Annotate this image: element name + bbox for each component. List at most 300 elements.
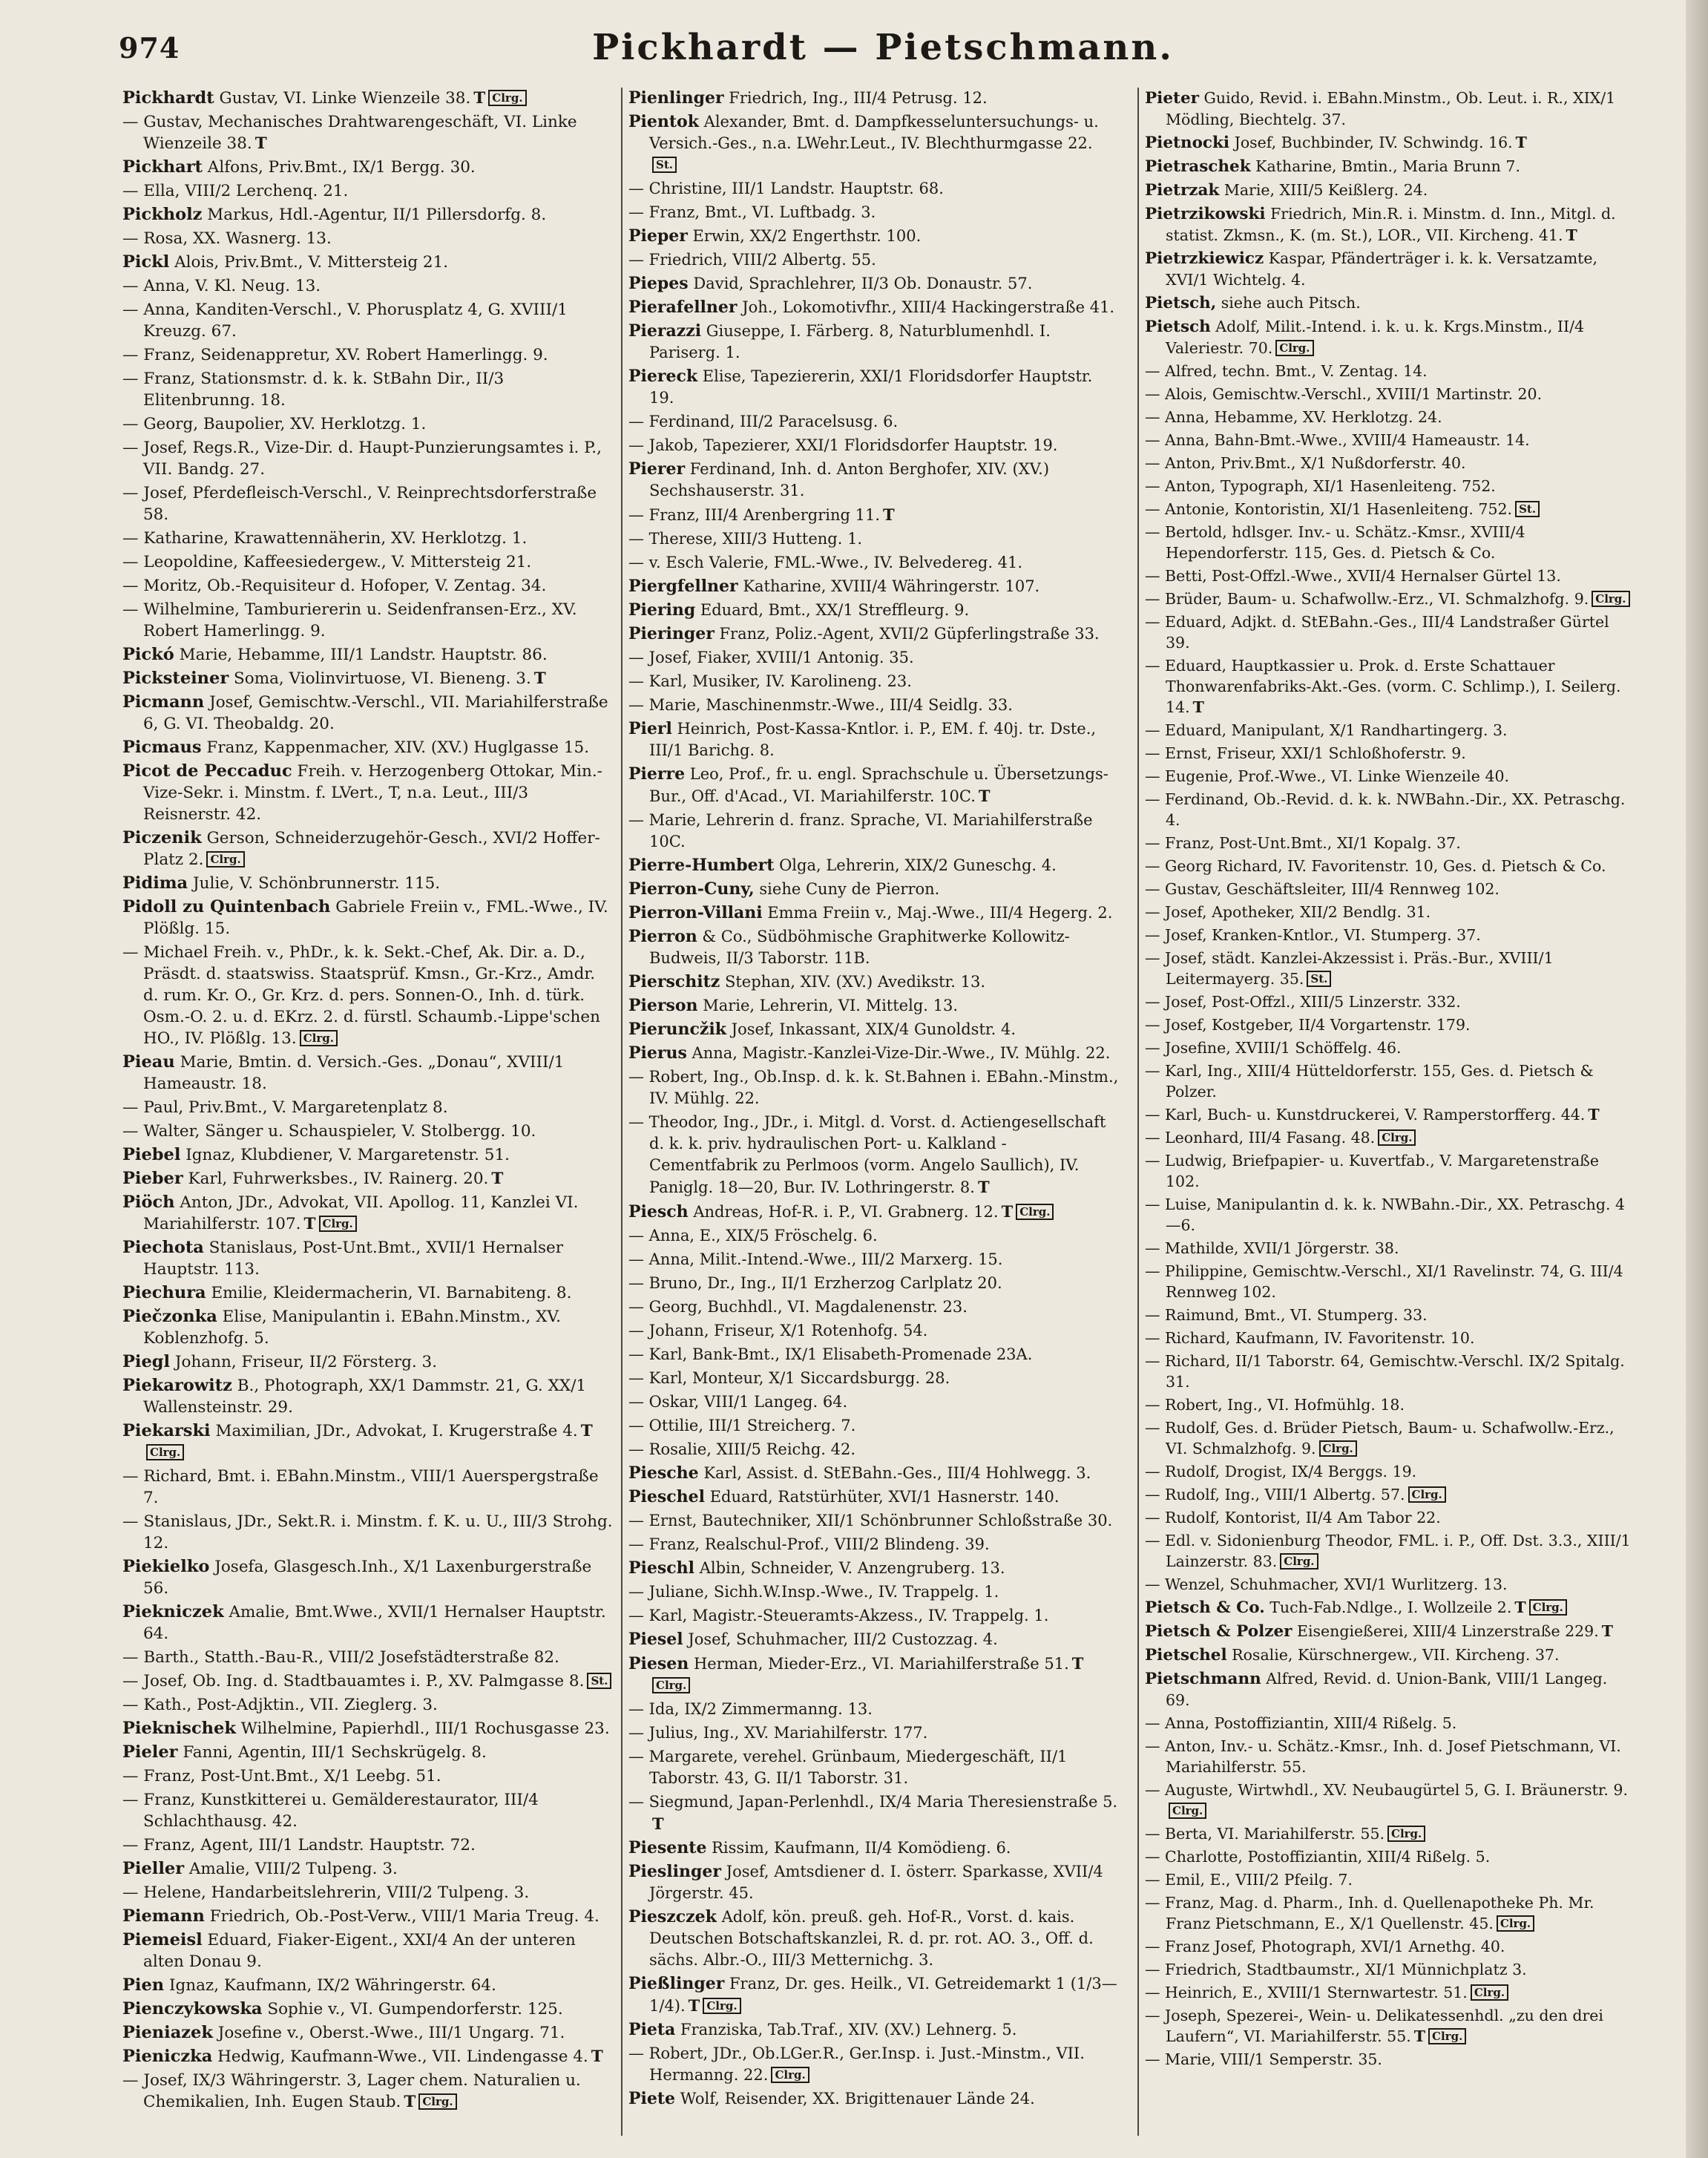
- entry-surname: Pienczykowska: [122, 1999, 263, 2018]
- entry-text: Gabriele Freiin v., FML.-Wwe., IV. Plößlg. 15.: [143, 898, 608, 938]
- entry-text: — Brüder, Baum- u. Schafwollw.-Erz., VI. Schmalzhofg. 9.: [1145, 590, 1589, 608]
- directory-entry: [1145, 1394, 1636, 1415]
- entry-text: — Edl. v. Sidonienburg Theodor, FML. i. P., Off. Dst. 3.3., XIII/1 Lainzerstr. 83.: [1145, 1532, 1631, 1570]
- entry-text: Julie, V. Schönbrunnerstr. 115.: [188, 874, 441, 893]
- directory-entry: [122, 2070, 614, 2113]
- entry-text: — Georg Richard, IV. Favoritenstr. 10, Ges. d. Pietsch & Co.: [1145, 857, 1606, 875]
- telephone-mark-icon: T: [1071, 1654, 1084, 1673]
- directory-entry: [122, 1858, 614, 1880]
- entry-text: Ignaz, Kaufmann, IX/2 Währingerstr. 64.: [164, 1976, 496, 1995]
- entry-surname: Pierschitz: [628, 972, 720, 991]
- entry-text: — Wenzel, Schuhmacher, XVI/1 Wurlitzerg. 13.: [1145, 1575, 1508, 1593]
- entry-surname: Pientok: [628, 112, 699, 131]
- directory-entry: [122, 1052, 614, 1095]
- entry-text: — Ida, IX/2 Zimmermanng. 13.: [628, 1700, 873, 1718]
- directory-entry: [628, 178, 1120, 200]
- directory-entry: [122, 180, 614, 202]
- entry-text: — Anna, Bahn-Bmt.-Wwe., XVIII/4 Hameaustr. 14.: [1145, 431, 1530, 449]
- telephone-mark-icon: T: [1192, 698, 1204, 716]
- entry-surname: Pieruncžik: [628, 1020, 726, 1039]
- directory-entry: [628, 1581, 1120, 1603]
- directory-entry: [1145, 1127, 1636, 1148]
- entry-text: Marie, Hebamme, III/1 Landstr. Hauptstr. 86.: [174, 646, 548, 664]
- telephone-mark-icon: T: [404, 2093, 416, 2111]
- directory-entry: [1145, 1104, 1636, 1125]
- directory-entry: [628, 1653, 1120, 1696]
- directory-entry: [1145, 1261, 1636, 1302]
- clearing-badge: Clrg.: [1016, 1204, 1054, 1220]
- entry-text: Eduard, Ratstürhüter, XVI/1 Hasnerstr. 140.: [705, 1488, 1060, 1506]
- directory-entry: [1145, 1328, 1636, 1348]
- entry-text: Marie, XIII/5 Keißlerg. 24.: [1219, 181, 1428, 199]
- directory-entry: [1145, 1060, 1636, 1102]
- entry-text: — Charlotte, Postoffiziantin, XIII/4 Rißelg. 5.: [1145, 1848, 1491, 1866]
- telephone-mark-icon: T: [533, 669, 546, 688]
- entry-text: — Anna, Postoffiziantin, XIII/4 Rißelg. 5.: [1145, 1714, 1457, 1732]
- directory-entry: [122, 551, 614, 573]
- entry-text: — Karl, Bank-Bmt., IX/1 Elisabeth-Promenade 23A.: [628, 1345, 1033, 1363]
- entry-text: — Franz Josef, Photograph, XVI/1 Arnethg. 40.: [1145, 1938, 1505, 1955]
- entry-text: — Richard, II/1 Taborstr. 64, Gemischtw.-Verschl. IX/2 Spitalg. 31.: [1145, 1352, 1625, 1391]
- directory-entry: [1145, 879, 1636, 899]
- directory-entry: [122, 761, 614, 825]
- entry-text: — Theodor, Ing., JDr., i. Mitgl. d. Vorst. d. Actiengesellschaft d. k. k. priv. hydraulischen Port- u. Kalkland - Cementfabrik zu Perlmoos (vorm. Angelo Saullich), IV. Paniglg. 18—20, Bur. IV. Lothringerstr. 8.: [628, 1113, 1106, 1196]
- directory-entry: [122, 1282, 614, 1304]
- directory-entry: [628, 366, 1120, 409]
- directory-entry: [1145, 2049, 1636, 2070]
- entry-text: — Eduard, Adjkt. d. StEBahn.-Ges., III/4 Landstraßer Gürtel 39.: [1145, 613, 1609, 652]
- directory-entry: [122, 1765, 614, 1787]
- clearing-badge: Clrg.: [1378, 1129, 1416, 1146]
- directory-entry: [1145, 476, 1636, 496]
- telephone-mark-icon: T: [1515, 134, 1527, 151]
- entry-surname: Pien: [122, 1975, 165, 1995]
- entry-text: — Josef, städt. Kanzlei-Akzessist i. Präs.-Bur., XVIII/1 Leitermayerg. 35.: [1145, 949, 1554, 988]
- directory-entry: [1145, 1736, 1636, 1777]
- entry-text: — Franz, Mag. d. Pharm., Inh. d. Quellenapotheke Ph. Mr. Franz Pietschmann, E., X/1 Quellenstr. 45.: [1145, 1894, 1594, 1932]
- directory-entry: [628, 600, 1120, 621]
- directory-entry: [122, 299, 614, 342]
- directory-entry: [1145, 720, 1636, 741]
- directory-entry: [122, 1168, 614, 1190]
- entry-text: — Jakob, Tapezierer, XXI/1 Floridsdorfer Hauptstr. 19.: [628, 436, 1058, 454]
- directory-entry: [122, 111, 614, 154]
- clearing-badge: Clrg.: [771, 2067, 809, 2083]
- directory-entry: [1145, 407, 1636, 427]
- directory-entry: [1145, 1959, 1636, 1980]
- entry-text: — Josef, Ob. Ing. d. Stadtbauamtes i. P., XV. Palmgasse 8.: [122, 1672, 585, 1690]
- directory-entry: [628, 695, 1120, 716]
- entry-text: — Anna, E., XIX/5 Fröschelg. 6.: [628, 1227, 878, 1244]
- entry-text: — Anton, Typograph, XI/1 Hasenleiteng. 752.: [1145, 477, 1496, 495]
- entry-text: — Richard, Bmt. i. EBahn.Minstm., VIII/1 Auerspergstraße 7.: [122, 1467, 599, 1507]
- directory-entry: [122, 668, 614, 689]
- entry-text: — Georg, Baupolier, XV. Herklotzg. 1.: [122, 415, 427, 433]
- clearing-badge: Clrg.: [1428, 2028, 1466, 2044]
- column-3: [1145, 88, 1636, 2136]
- entry-text: — Emil, E., VIII/2 Pfeilg. 7.: [1145, 1871, 1353, 1889]
- directory-entry: [122, 1742, 614, 1763]
- directory-entry: [1145, 522, 1636, 563]
- entry-surname: Pieber: [122, 1169, 183, 1188]
- entry-surname: Pierre-Humbert: [628, 856, 775, 875]
- entry-text: — Johann, Friseur, X/1 Rotenhofg. 54.: [628, 1322, 928, 1339]
- directory-entry: [1145, 1780, 1636, 1821]
- entry-surname: Piete: [628, 2089, 676, 2108]
- directory-entry: [122, 1237, 614, 1280]
- directory-entry: [628, 1066, 1120, 1109]
- entry-surname: Piekarowitz: [122, 1376, 232, 1395]
- directory-entry: [628, 528, 1120, 550]
- directory-entry: [1145, 1713, 1636, 1734]
- clearing-badge: Clrg.: [1592, 591, 1629, 607]
- entry-text: — Karl, Musiker, IV. Karolineng. 23.: [628, 672, 912, 690]
- directory-entry: [1145, 1644, 1636, 1666]
- telephone-mark-icon: T: [1588, 1106, 1600, 1124]
- directory-entry: [122, 1929, 614, 1972]
- entry-text: Alfons, Priv.Bmt., IX/1 Bergg. 30.: [202, 158, 476, 177]
- entry-text: David, Sprachlehrer, II/3 Ob. Donaustr. 57.: [688, 275, 1033, 292]
- directory-entry: [628, 1746, 1120, 1789]
- clearing-badge: Clrg.: [1319, 1440, 1357, 1457]
- entry-text: — Luise, Manipulantin d. k. k. NWBahn.-Dir., XX. Petraschg. 4—6.: [1145, 1196, 1626, 1234]
- entry-text: — Stanislaus, JDr., Sekt.R. i. Minstm. f. K. u. U., III/3 Strohg. 12.: [122, 1512, 613, 1552]
- entry-text: — Therese, XIII/3 Hutteng. 1.: [628, 530, 863, 548]
- directory-entry: [628, 1973, 1120, 2017]
- directory-entry: [1145, 292, 1636, 314]
- directory-entry: [1145, 1574, 1636, 1595]
- directory-entry: [1145, 789, 1636, 830]
- entry-text: Adolf, Milit.-Intend. i. k. u. k. Krgs.Minstm., II/4 Valeriestr. 70.: [1166, 318, 1585, 357]
- entry-text: — Christine, III/1 Landstr. Hauptstr. 68.: [628, 180, 944, 197]
- entry-surname: Pierron-Cuny,: [628, 879, 755, 899]
- entry-text: Amalie, Bmt.Wwe., XVII/1 Hernalser Hauptstr. 64.: [143, 1603, 606, 1643]
- entry-text: Katharine, XVIII/4 Währingerstr. 107.: [738, 577, 1040, 595]
- entry-text: — Anna, Hebamme, XV. Herklotzg. 24.: [1145, 408, 1442, 426]
- entry-surname: Pieler: [122, 1742, 178, 1762]
- directory-entry: [122, 437, 614, 480]
- entry-text: Herman, Mieder-Erz., VI. Mariahilferstraße 51.: [689, 1655, 1069, 1673]
- entry-text: — Helene, Handarbeitslehrerin, VIII/2 Tulpeng. 3.: [122, 1883, 530, 1902]
- entry-text: — Kath., Post-Adjktin., VII. Zieglerg. 3.: [122, 1696, 438, 1714]
- directory-entry: [122, 1670, 614, 1692]
- entry-text: — Barth., Statth.-Bau-R., VIII/2 Josefstädterstraße 82.: [122, 1648, 559, 1667]
- directory-entry: [1145, 156, 1636, 177]
- entry-text: — Robert, Ing., Ob.Insp. d. k. k. St.Bahnen i. EBahn.-Minstm., IV. Mühlg. 22.: [628, 1068, 1119, 1107]
- directory-entry: [1145, 743, 1636, 764]
- entry-text: — Franz, Seidenappretur, XV. Robert Hamerlingg. 9.: [122, 346, 548, 364]
- directory-entry: [1145, 1621, 1636, 1642]
- directory-entry: [1145, 132, 1636, 154]
- directory-entry: [1145, 1351, 1636, 1392]
- entry-text: — Franz, III/4 Arenbergring 11.: [628, 506, 881, 524]
- entry-text: — Robert, Ing., VI. Hofmühlg. 18.: [1145, 1396, 1405, 1414]
- entry-surname: Piöch: [122, 1193, 175, 1212]
- entry-text: — Siegmund, Japan-Perlenhdl., IX/4 Maria Theresienstraße 5.: [628, 1793, 1118, 1811]
- entry-surname: Pieper: [628, 226, 688, 246]
- directory-entry: [122, 1694, 614, 1716]
- entry-surname: Piesel: [628, 1630, 683, 1649]
- entry-text: — Josef, Post-Offzl., XIII/5 Linzerstr. 332.: [1145, 993, 1461, 1011]
- telephone-mark-icon: T: [688, 1996, 700, 2015]
- directory-entry: [628, 459, 1120, 502]
- directory-entry: [628, 1391, 1120, 1413]
- entry-text: Karl, Fuhrwerksbes., IV. Rainerg. 20.: [183, 1170, 489, 1188]
- column-1: [122, 88, 614, 2136]
- entry-text: Eduard, Fiaker-Eigent., XXI/4 An der unteren alten Donau 9.: [143, 1931, 576, 1971]
- entry-text: siehe auch Pitsch.: [1216, 294, 1361, 312]
- directory-entry: [122, 1144, 614, 1166]
- telephone-mark-icon: T: [473, 89, 486, 108]
- entry-text: — Josef, Apotheker, XII/2 Bendlg. 31.: [1145, 903, 1431, 921]
- directory-entry: [122, 599, 614, 642]
- entry-text: — Leonhard, III/4 Fasang. 48.: [1145, 1129, 1376, 1147]
- telephone-mark-icon: T: [1601, 1622, 1614, 1640]
- entry-text: — Katharine, Krawattennäherin, XV. Herklotzg. 1.: [122, 529, 528, 548]
- entry-text: Gerson, Schneiderzugehör-Gesch., XVI/2 Hoffer-Platz 2.: [143, 829, 600, 869]
- telephone-mark-icon: T: [1413, 2027, 1426, 2045]
- entry-surname: Pietsch,: [1145, 294, 1217, 312]
- directory-columns: [122, 88, 1647, 2136]
- entry-text: — Ella, VIII/2 Lerchenq. 21.: [122, 182, 349, 200]
- entry-text: — Franz, Kunstkitterei u. Gemälderestaurator, III/4 Schlachthausg. 42.: [122, 1791, 539, 1831]
- entry-surname: Pietsch & Polzer: [1145, 1622, 1293, 1641]
- clearing-badge: Clrg.: [1169, 1803, 1206, 1819]
- directory-entry: [628, 2088, 1120, 2110]
- entry-text: — Josef, Pferdefleisch-Verschl., V. Reinprechtsdorferstraße 58.: [122, 484, 597, 524]
- directory-entry: [122, 88, 614, 109]
- directory-entry: [628, 810, 1120, 853]
- telephone-mark-icon: T: [978, 787, 991, 805]
- entry-text: — Anton, Inv.- u. Schätz.-Kmsr., Inh. d. Josef Pietschmann, VI. Mariahilferstr. 55.: [1145, 1737, 1621, 1776]
- entry-surname: Piesente: [628, 1838, 707, 1857]
- entry-text: Josef, Inkassant, XIX/4 Gunoldstr. 4.: [726, 1020, 1016, 1038]
- entry-text: — Richard, Kaufmann, IV. Favoritenstr. 10.: [1145, 1329, 1475, 1347]
- entry-text: Eduard, Bmt., XX/1 Streffleurg. 9.: [695, 601, 970, 619]
- directory-entry: [1145, 1305, 1636, 1325]
- entry-text: — Gustav, Geschäftsleiter, III/4 Rennweg 102.: [1145, 880, 1500, 898]
- entry-text: — Bertold, hdlsger. Inv.- u. Schätz.-Kmsr., XVIII/4 Hependorferstr. 115, Ges. d. Pietsch & Co.: [1145, 523, 1525, 562]
- directory-entry: [1145, 1461, 1636, 1482]
- directory-entry: [628, 1629, 1120, 1650]
- directory-entry: [1145, 1238, 1636, 1259]
- entry-surname: Pieau: [122, 1052, 175, 1072]
- directory-entry: [1145, 430, 1636, 450]
- entry-text: Franziska, Tab.Traf., XIV. (XV.) Lehnerg. 5.: [675, 2021, 1017, 2039]
- directory-entry: [628, 1368, 1120, 1389]
- entry-text: Tuch-Fab.Ndlge., I. Wollzeile 2.: [1264, 1598, 1512, 1616]
- entry-text: — Moritz, Ob.-Requisiteur d. Hofoper, V. Zentag. 34.: [122, 577, 547, 595]
- entry-surname: Pickl: [122, 252, 170, 272]
- entry-text: Josefine v., Oberst.-Wwe., III/1 Ungarg. 71.: [212, 2024, 565, 2042]
- directory-entry: [628, 1791, 1120, 1835]
- entry-text: — Philippine, Gemischtw.-Verschl., XI/1 Ravelinstr. 74, G. III/4 Rennweg 102.: [1145, 1262, 1623, 1301]
- entry-text: — Alfred, techn. Bmt., V. Zentag. 14.: [1145, 362, 1428, 380]
- entry-surname: Pierron-Villani: [628, 903, 763, 922]
- entry-text: — Karl, Monteur, X/1 Siccardsburgg. 28.: [628, 1369, 950, 1387]
- entry-text: Elise, Manipulantin i. EBahn.Minstm., XV. Koblenzhofg. 5.: [143, 1308, 562, 1348]
- entry-surname: Pierre: [628, 764, 686, 784]
- directory-entry: [1145, 316, 1636, 358]
- directory-entry: [628, 926, 1120, 969]
- telephone-mark-icon: T: [977, 1178, 990, 1196]
- entry-surname: Piemann: [122, 1906, 205, 1926]
- entry-text: Wolf, Reisender, XX. Brigittenauer Lände 24.: [675, 2090, 1035, 2108]
- directory-entry: [122, 1121, 614, 1142]
- directory-entry: [122, 737, 614, 758]
- entry-text: — Antonie, Kontoristin, XI/1 Hasenleiteng. 752.: [1145, 500, 1513, 518]
- clearing-badge: Clrg.: [703, 1998, 740, 2014]
- entry-text: Kaspar, Pfänderträger i. k. k. Versatzamte, XVI/1 Wichtelg. 4.: [1166, 249, 1598, 289]
- entry-text: — Robert, JDr., Ob.LGer.R., Ger.Insp. i. Just.-Minstm., VII. Hermanng. 22.: [628, 2044, 1085, 2084]
- directory-entry: [628, 764, 1120, 807]
- entry-surname: Piergfellner: [628, 577, 738, 596]
- entry-text: Ignaz, Klubdiener, V. Margaretenstr. 51.: [180, 1146, 510, 1164]
- directory-entry: [122, 827, 614, 870]
- directory-entry: [1145, 565, 1636, 586]
- entry-text: — Josef, Regs.R., Vize-Dir. d. Haupt-Punzierungsamtes i. P., VII. Bandg. 27.: [122, 439, 602, 479]
- entry-text: — Ferdinand, III/2 Paracelsusg. 6.: [628, 413, 899, 430]
- directory-entry: [1145, 611, 1636, 653]
- entry-text: — Rudolf, Ing., VIII/1 Albertg. 57.: [1145, 1486, 1405, 1503]
- entry-surname: Piekielko: [122, 1557, 210, 1576]
- directory-entry: [1145, 1194, 1636, 1236]
- entry-surname: Pienlinger: [628, 88, 724, 108]
- directory-entry: [1145, 1936, 1636, 1957]
- entry-text: Stephan, XIV. (XV.) Avedikstr. 13.: [720, 973, 986, 991]
- directory-entry: [628, 1861, 1120, 1904]
- directory-entry: [1145, 1037, 1636, 1058]
- entry-text: — Betti, Post-Offzl.-Wwe., XVII/4 Hernalser Gürtel 13.: [1145, 567, 1561, 585]
- entry-text: Ferdinand, Inh. d. Anton Berghofer, XIV. (XV.) Sechshauserstr. 31.: [649, 460, 1050, 499]
- directory-entry: [122, 1511, 614, 1554]
- directory-entry: [122, 1306, 614, 1349]
- directory-entry: [628, 297, 1120, 318]
- directory-entry: [628, 504, 1120, 526]
- entry-text: — Raimund, Bmt., VI. Stumperg. 33.: [1145, 1306, 1428, 1324]
- entry-text: Marie, Bmtin. d. Versich.-Ges. „Donau“, XVIII/1 Hameaustr. 18.: [143, 1053, 565, 1093]
- directory-entry: [628, 1837, 1120, 1859]
- entry-text: — Georg, Buchhdl., VI. Magdalenenstr. 23.: [628, 1298, 968, 1316]
- directory-entry: [1145, 180, 1636, 201]
- directory-entry: [628, 1201, 1120, 1223]
- directory-entry: [122, 528, 614, 549]
- directory-entry: [122, 275, 614, 297]
- entry-text: Eisengießerei, XIII/4 Linzerstraße 229.: [1292, 1622, 1599, 1640]
- directory-entry: [628, 902, 1120, 924]
- entry-surname: Pierazzi: [628, 321, 702, 341]
- entry-surname: Pierer: [628, 459, 686, 479]
- telephone-mark-icon: T: [1001, 1202, 1014, 1221]
- entry-surname: Pietrzkiewicz: [1145, 249, 1264, 268]
- directory-entry: [1145, 361, 1636, 381]
- directory-entry: [1145, 248, 1636, 290]
- entry-text: — Franz, Bmt., VI. Luftbadg. 3.: [628, 203, 876, 221]
- directory-entry: [628, 1273, 1120, 1294]
- directory-entry: [628, 1320, 1120, 1342]
- entry-text: Friedrich, Min.R. i. Minstm. d. Inn., Mitgl. d. statist. Zkmsn., K. (m. St.), LOR., VII. Kircheng. 41.: [1166, 205, 1616, 244]
- entry-surname: Piečzonka: [122, 1307, 217, 1326]
- directory-entry: [628, 576, 1120, 597]
- directory-entry: [122, 1789, 614, 1832]
- entry-text: Wilhelmine, Papierhdl., III/1 Rochusgasse 23.: [235, 1719, 610, 1738]
- entry-surname: Pietschel: [1145, 1646, 1227, 1665]
- directory-entry: [1145, 1823, 1636, 1844]
- clearing-badge: St.: [1515, 501, 1540, 517]
- entry-text: Erwin, XX/2 Engerthstr. 100.: [687, 227, 922, 245]
- entry-text: — Ferdinand, Ob.-Revid. d. k. k. NWBahn.-Dir., XX. Petraschg. 4.: [1145, 790, 1626, 829]
- entry-surname: Pietsch: [1145, 318, 1211, 336]
- entry-surname: Piering: [628, 600, 696, 620]
- directory-entry: [1145, 1150, 1636, 1192]
- directory-entry: [628, 1225, 1120, 1247]
- directory-entry: [1145, 991, 1636, 1012]
- directory-entry: [122, 228, 614, 249]
- directory-entry: [122, 204, 614, 226]
- entry-text: Rissim, Kaufmann, II/4 Komödieng. 6.: [706, 1839, 1011, 1857]
- directory-entry: [122, 873, 614, 894]
- directory-entry: [628, 1534, 1120, 1555]
- entry-text: Heinrich, Post-Kassa-Kntlor. i. P., EM. f. 40j. tr. Dste., III/1 Barichg. 8.: [649, 720, 1097, 759]
- entry-text: — Josef, Kranken-Kntlor., VI. Stumperg. 37.: [1145, 926, 1481, 944]
- directory-entry: [1145, 499, 1636, 519]
- directory-entry: [1145, 1869, 1636, 1890]
- entry-text: & Co., Südböhmische Graphitwerke Kollowitz-Budweis, II/3 Taborstr. 11B.: [649, 928, 1070, 967]
- entry-text: — Leopoldine, Kaffeesiedergew., V. Mittersteig 21.: [122, 553, 532, 571]
- directory-entry: [122, 896, 614, 939]
- entry-text: — Gustav, Mechanisches Drahtwarengeschäft, VI. Linke Wienzeile 38.: [122, 113, 577, 153]
- directory-entry: [628, 1510, 1120, 1532]
- directory-entry: [122, 692, 614, 735]
- clearing-badge: Clrg.: [206, 851, 244, 868]
- entry-text: — Auguste, Wirtwhdl., XV. Neubaugürtel 5, G. I. Bräunerstr. 9.: [1145, 1781, 1628, 1799]
- directory-entry: [628, 879, 1120, 900]
- entry-text: — Rudolf, Ges. d. Brüder Pietsch, Baum- u. Schafwollw.-Erz., VI. Schmalzhofg. 9.: [1145, 1419, 1615, 1457]
- entry-text: — Julius, Ing., XV. Mariahilferstr. 177.: [628, 1724, 928, 1742]
- directory-entry: [1145, 856, 1636, 876]
- entry-text: — Joseph, Spezerei-, Wein- u. Delikatessenhdl. „zu den drei Laufern“, VI. Mariahilferstr. 55.: [1145, 2007, 1603, 2045]
- entry-text: Amalie, VIII/2 Tulpeng. 3.: [184, 1860, 398, 1878]
- directory-entry: [628, 1605, 1120, 1627]
- entry-text: — Franz, Post-Unt.Bmt., XI/1 Kopalg. 37.: [1145, 834, 1461, 852]
- entry-text: — Heinrich, E., XVIII/1 Sternwartestr. 51.: [1145, 1984, 1468, 2001]
- entry-text: — Eugenie, Prof.-Wwe., VI. Linke Wienzeile 40.: [1145, 767, 1510, 785]
- entry-text: Maximilian, JDr., Advokat, I. Krugerstraße 4.: [210, 1422, 578, 1440]
- entry-text: — Berta, VI. Mariahilferstr. 55.: [1145, 1825, 1385, 1843]
- directory-entry: [122, 413, 614, 435]
- directory-entry: [628, 647, 1120, 669]
- directory-entry: [628, 435, 1120, 456]
- entry-surname: Pieknischek: [122, 1719, 236, 1738]
- entry-text: — Josef, Fiaker, XVIII/1 Antonig. 35.: [628, 649, 914, 666]
- entry-text: — Karl, Ing., XIII/4 Hütteldorferstr. 155, Ges. d. Pietsch & Polzer.: [1145, 1062, 1594, 1101]
- entry-text: — Anton, Priv.Bmt., X/1 Nußdorferstr. 40.: [1145, 454, 1466, 472]
- page-number: 974: [119, 31, 180, 65]
- entry-text: — Franz, Realschul-Prof., VIII/2 Blindeng. 39.: [628, 1535, 990, 1553]
- directory-entry: [122, 344, 614, 366]
- telephone-mark-icon: T: [303, 1215, 316, 1233]
- entry-text: Olga, Lehrerin, XIX/2 Guneschg. 4.: [774, 856, 1057, 874]
- entry-text: Katharine, Bmtin., Maria Brunn 7.: [1250, 157, 1520, 175]
- entry-text: Soma, Violinvirtuose, VI. Bieneng. 3.: [229, 669, 531, 688]
- entry-text: Johann, Friseur, II/2 Försterg. 3.: [170, 1353, 438, 1371]
- entry-text: Rosalie, Kürschnergew., VII. Kircheng. 37.: [1226, 1646, 1560, 1664]
- entry-text: — Friedrich, Stadtbaumstr., XI/1 Münnichplatz 3.: [1145, 1961, 1527, 1978]
- entry-text: — Eduard, Hauptkassier u. Prok. d. Erste Schattauer Thonwarenfabriks-Akt.-Ges. (vorm. C. Schlimp.), I. Seilerg. 14.: [1145, 657, 1621, 716]
- entry-text: — Ernst, Bautechniker, XII/1 Schönbrunner Schloßstraße 30.: [628, 1512, 1113, 1529]
- directory-entry: [122, 252, 614, 273]
- entry-text: — Rosalie, XIII/5 Reichg. 42.: [628, 1440, 856, 1458]
